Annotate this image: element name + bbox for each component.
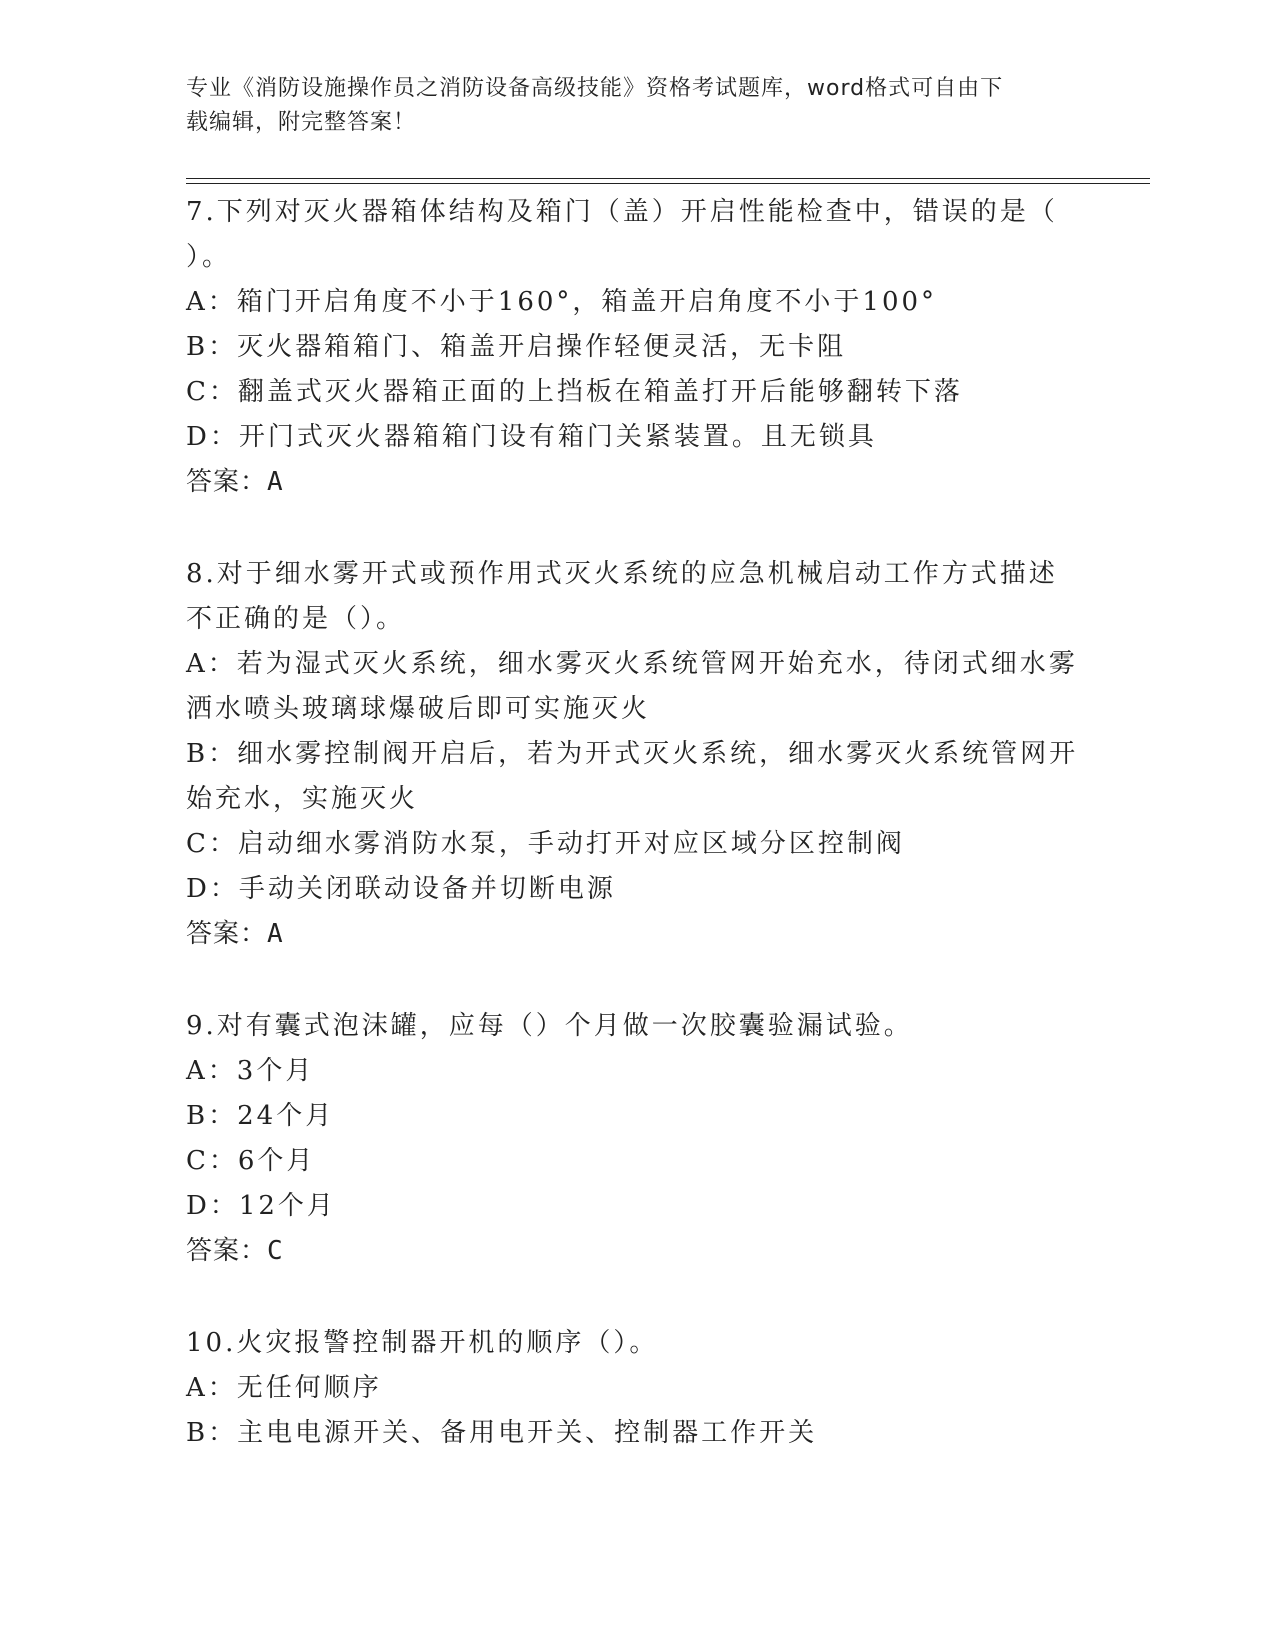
header-divider-top xyxy=(186,178,1150,179)
option-d: D：开门式灭火器箱箱门设有箱门关紧装置。且无锁具 xyxy=(186,422,877,452)
option-c: C：翻盖式灭火器箱正面的上挡板在箱盖打开后能够翻转下落 xyxy=(186,377,963,407)
option-b-continued: 始充水，实施灭火 xyxy=(186,784,419,814)
option-a: A：若为湿式灭火系统，细水雾灭火系统管网开始充水，待闭式细水雾 xyxy=(186,649,1078,679)
question-stem-continued: 不正确的是（）。 xyxy=(186,604,406,634)
question-8 xyxy=(186,552,1086,957)
option-b: B：24个月 xyxy=(186,1101,335,1131)
question-stem-continued: ）。 xyxy=(186,242,232,272)
answer-label: 答案： xyxy=(186,467,268,497)
answer-label: 答案： xyxy=(186,1236,268,1266)
option-d: D：手动关闭联动设备并切断电源 xyxy=(186,874,616,904)
answer-value: C xyxy=(267,1236,283,1266)
option-b: B：灭火器箱箱门、箱盖开启操作轻便灵活，无卡阻 xyxy=(186,332,847,362)
option-b: B：主电电源开关、备用电开关、控制器工作开关 xyxy=(186,1418,818,1448)
option-d: D：12个月 xyxy=(186,1191,336,1221)
question-7 xyxy=(186,190,1086,505)
option-c: C：6个月 xyxy=(186,1146,316,1176)
question-stem: 8.对于细水雾开式或预作用式灭火系统的应急机械启动工作方式描述 xyxy=(186,559,1058,589)
option-a: A：3个月 xyxy=(186,1056,315,1086)
header-divider-bottom xyxy=(186,183,1150,184)
option-c: C：启动细水雾消防水泵，手动打开对应区域分区控制阀 xyxy=(186,829,905,859)
answer-line xyxy=(186,1229,1086,1274)
header-line-1: 专业《消防设施操作员之消防设备高级技能》资格考试题库，word格式可自由下 xyxy=(186,76,1004,101)
document-header xyxy=(186,72,1086,140)
question-9 xyxy=(186,1004,1086,1274)
question-stem: 7.下列对灭火器箱体结构及箱门（盖）开启性能检查中，错误的是（ xyxy=(186,197,1058,227)
header-line-2: 载编辑，附完整答案！ xyxy=(186,110,417,135)
answer-line xyxy=(186,460,1086,505)
answer-line xyxy=(186,912,1086,957)
answer-label: 答案： xyxy=(186,919,268,949)
question-stem: 10.火灾报警控制器开机的顺序（）。 xyxy=(186,1328,659,1358)
answer-value: A xyxy=(267,467,283,497)
question-10 xyxy=(186,1321,1086,1456)
option-a-continued: 洒水喷头玻璃球爆破后即可实施灭火 xyxy=(186,694,651,724)
question-stem: 9.对有囊式泡沫罐，应每（）个月做一次胶囊验漏试验。 xyxy=(186,1011,913,1041)
question-list xyxy=(186,190,1086,1503)
option-a: A：无任何顺序 xyxy=(186,1373,382,1403)
option-a: A：箱门开启角度不小于160°，箱盖开启角度不小于100° xyxy=(186,287,938,317)
option-b: B：细水雾控制阀开启后，若为开式灭火系统，细水雾灭火系统管网开 xyxy=(186,739,1079,769)
answer-value: A xyxy=(267,919,283,949)
